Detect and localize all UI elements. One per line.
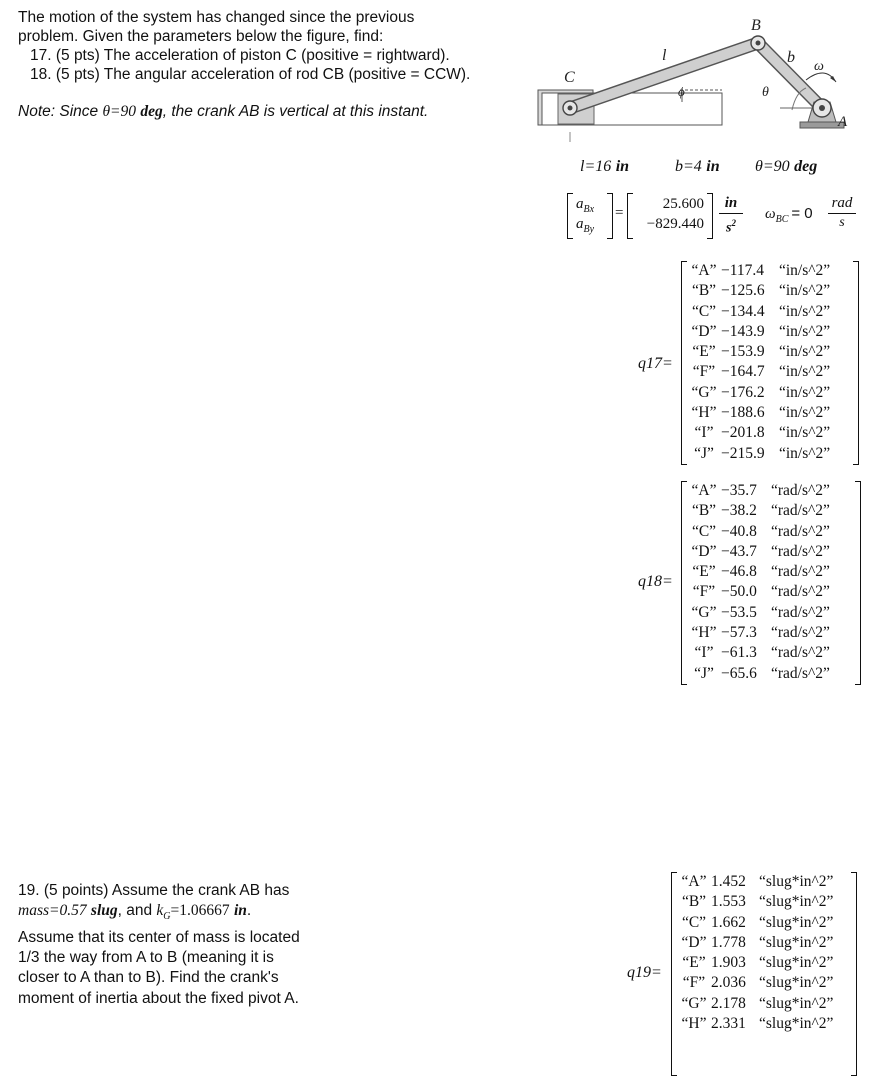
- omega-unit-num: rad: [831, 195, 853, 211]
- q18-row: [687, 623, 830, 643]
- q18-unit: “rad/s^2”: [771, 542, 830, 560]
- q17-unit: “in/s^2”: [779, 282, 831, 300]
- q18-row: [687, 603, 830, 623]
- omega-bc: [765, 205, 813, 225]
- q19-key: “E”: [682, 954, 706, 972]
- q18-val: −43.7: [721, 542, 757, 560]
- q18-val: −46.8: [721, 563, 757, 581]
- label-c: C: [564, 69, 575, 86]
- q17-row: [687, 423, 830, 443]
- q19-label: q19=: [627, 964, 662, 981]
- q17-key: “J”: [694, 444, 714, 462]
- q19-kg: k: [156, 902, 164, 920]
- q17-val: −188.6: [721, 404, 765, 422]
- omega-unit: [828, 194, 856, 231]
- q18-unit: “rad/s^2”: [771, 583, 830, 601]
- q19-unit: “slug*in^2”: [759, 933, 834, 951]
- q19-row: [677, 933, 833, 953]
- param-l-unit: in: [615, 158, 630, 175]
- q18-val: −57.3: [721, 624, 757, 642]
- q17-matrix: [681, 261, 859, 465]
- q19-unit: “slug*in^2”: [759, 994, 834, 1012]
- q18-val: −50.0: [721, 583, 757, 601]
- mechanism-figure: [530, 10, 870, 150]
- accel-bx-value: 25.600: [662, 196, 704, 212]
- q19-mass-unit: slug: [90, 902, 118, 920]
- q17-key: “D”: [691, 322, 717, 340]
- q19-kg-unit: in: [233, 902, 247, 920]
- q17-key: “C”: [691, 302, 717, 320]
- q19-row: [677, 1014, 833, 1034]
- q17-unit: “in/s^2”: [779, 404, 831, 422]
- label-a: A: [838, 114, 848, 130]
- q19-line-3: Assume that its center of mass is located: [18, 928, 300, 946]
- q18-key: “I”: [694, 644, 714, 662]
- q17-unit: “in/s^2”: [779, 444, 831, 462]
- q19-unit: “slug*in^2”: [759, 1015, 834, 1033]
- param-theta: [755, 158, 817, 176]
- q17-row: [687, 362, 830, 382]
- q17-unit: “in/s^2”: [779, 262, 831, 279]
- q17-key: “B”: [691, 282, 717, 300]
- q18-row: [687, 481, 830, 501]
- q18-unit: “rad/s^2”: [771, 482, 830, 499]
- param-b: [675, 158, 720, 176]
- accel-equals: =: [615, 205, 624, 221]
- note-unit: deg: [140, 103, 163, 120]
- q19-unit: “slug*in^2”: [759, 873, 834, 890]
- a-bx: a: [576, 196, 584, 212]
- accel-vector-rhs: [627, 193, 713, 239]
- param-l: [580, 158, 629, 176]
- q18-row: [687, 522, 830, 542]
- q18-val: −40.8: [721, 522, 757, 540]
- q19-key: “D”: [681, 933, 707, 951]
- param-l-value: l=16: [580, 158, 612, 175]
- q18-unit: “rad/s^2”: [771, 664, 830, 682]
- note: [18, 103, 428, 121]
- question-18: 18. (5 pts) The angular acceleration of rod CB (positive = CCW).: [30, 66, 471, 83]
- label-l: l: [662, 47, 667, 64]
- q18-key: “C”: [691, 522, 717, 540]
- q17-key: “I”: [694, 424, 714, 442]
- q17-row: [687, 444, 830, 464]
- q19-row: [677, 872, 833, 892]
- accel-vector-lhs: [567, 193, 613, 239]
- q19-and: , and: [117, 902, 157, 920]
- q18-key: “F”: [692, 583, 716, 601]
- q18-label: q18=: [638, 573, 673, 590]
- q18-row: [687, 542, 830, 562]
- q17-val: −153.9: [721, 343, 765, 361]
- q17-row: [687, 403, 830, 423]
- q19-val: 1.662: [711, 913, 746, 931]
- q19-row: [677, 973, 833, 993]
- q19-unit: “slug*in^2”: [759, 954, 834, 972]
- q18-val: −35.7: [721, 482, 757, 499]
- label-b-point: B: [751, 17, 761, 34]
- q19-val: 2.178: [711, 994, 746, 1012]
- q19-line-6: moment of inertia about the fixed pivot A.: [18, 989, 299, 1007]
- q18-key: “B”: [691, 502, 717, 520]
- intro-line-1: The motion of the system has changed since the previous: [18, 9, 415, 26]
- q19-mass: mass=0.57: [18, 902, 87, 920]
- q17-unit: “in/s^2”: [779, 363, 831, 381]
- note-theta: θ=90: [102, 103, 137, 120]
- label-theta: θ: [762, 85, 769, 100]
- q19-line-4: 1/3 the way from A to B (meaning it is: [18, 948, 274, 966]
- q18-unit: “rad/s^2”: [771, 563, 830, 581]
- a-by: a: [576, 216, 584, 232]
- q17-key: “F”: [692, 363, 716, 381]
- q17-val: −201.8: [721, 424, 765, 442]
- q19-unit: “slug*in^2”: [759, 974, 834, 992]
- accel-unit: [719, 194, 743, 237]
- question-17: 17. (5 pts) The acceleration of piston C (positive = rightward).: [30, 47, 450, 64]
- q19-key: “H”: [681, 1015, 707, 1033]
- q19-kg-sub: G: [163, 911, 171, 923]
- q18-row: [687, 562, 830, 582]
- q17-label: q17=: [638, 355, 673, 372]
- q18-val: −38.2: [721, 502, 757, 520]
- q17-key: “E”: [692, 343, 716, 361]
- label-b: b: [787, 49, 795, 66]
- q17-val: −117.4: [721, 262, 765, 279]
- q19-row: [677, 892, 833, 912]
- q19-key: “C”: [681, 913, 707, 931]
- q18-val: −61.3: [721, 644, 757, 662]
- q18-key: “A”: [691, 482, 717, 499]
- q19-val: 1.452: [711, 873, 746, 890]
- q17-unit: “in/s^2”: [779, 302, 831, 320]
- q18-row: [687, 582, 830, 602]
- a-by-sub: By: [583, 224, 595, 235]
- q17-row: [687, 322, 830, 342]
- q17-val: −143.9: [721, 322, 765, 340]
- problem-intro: [18, 8, 470, 84]
- q17-unit: “in/s^2”: [779, 322, 831, 340]
- q17-val: −164.7: [721, 363, 765, 381]
- q18-key: “E”: [692, 563, 716, 581]
- omega-symbol: ω: [765, 206, 776, 222]
- q17-row: [687, 383, 830, 403]
- q17-key: “G”: [691, 383, 717, 401]
- a-bx-sub: Bx: [583, 204, 595, 215]
- q18-unit: “rad/s^2”: [771, 624, 830, 642]
- q18-key: “G”: [691, 603, 717, 621]
- note-prefix: Note: Since: [18, 103, 103, 120]
- q19-val: 2.036: [711, 974, 746, 992]
- q18-unit: “rad/s^2”: [771, 603, 830, 621]
- q18-val: −53.5: [721, 603, 757, 621]
- q19-key: “A”: [681, 873, 707, 890]
- accel-unit-num: in: [724, 195, 738, 211]
- q18-row: [687, 643, 830, 663]
- q18-unit: “rad/s^2”: [771, 502, 830, 520]
- q17-unit: “in/s^2”: [779, 383, 831, 401]
- q19-val: 1.778: [711, 933, 746, 951]
- omega-unit-den: s: [839, 215, 845, 230]
- q18-key: “H”: [691, 624, 717, 642]
- param-b-value: b=4: [675, 158, 702, 175]
- q17-unit: “in/s^2”: [779, 343, 831, 361]
- omega-sub: BC: [775, 214, 789, 225]
- question-19: [18, 881, 300, 1009]
- q17-row: [687, 281, 830, 301]
- q18-key: “D”: [691, 542, 717, 560]
- q19-key: “B”: [681, 893, 707, 911]
- intro-line-2: problem. Given the parameters below the figure, find:: [18, 28, 384, 45]
- q17-val: −125.6: [721, 282, 765, 300]
- q18-val: −65.6: [721, 664, 757, 682]
- q19-unit: “slug*in^2”: [759, 913, 834, 931]
- param-theta-unit: deg: [794, 158, 818, 175]
- label-omega: ω: [814, 59, 824, 74]
- accel-unit-exp: 2: [731, 218, 736, 228]
- q18-unit: “rad/s^2”: [771, 522, 830, 540]
- q19-line-2: mass=0.57 slug, and $k_G=1.06667$ in.: [18, 902, 252, 923]
- q17-val: −215.9: [721, 444, 765, 462]
- q19-line-1: 19. (5 points) Assume the crank AB has: [18, 882, 290, 899]
- q18-row: [687, 664, 830, 684]
- q19-row: [677, 994, 833, 1014]
- q17-key: “A”: [691, 262, 717, 279]
- q19-key: “G”: [681, 994, 707, 1012]
- accel-by-value: −829.440: [646, 216, 704, 232]
- q18-matrix: [681, 481, 861, 685]
- label-phi: ϕ: [678, 84, 685, 99]
- q17-val: −176.2: [721, 383, 765, 401]
- param-theta-value: θ=90: [755, 158, 790, 175]
- q18-key: “J”: [694, 664, 714, 682]
- q19-val: 1.903: [711, 954, 746, 972]
- q17-val: −134.4: [721, 302, 765, 320]
- q19-row: [677, 953, 833, 973]
- q19-line-5: closer to A than to B). Find the crank's: [18, 969, 279, 987]
- q17-key: “H”: [691, 404, 717, 422]
- q19-val: 2.331: [711, 1015, 746, 1033]
- note-suffix: , the crank AB is vertical at this instant.: [162, 103, 429, 120]
- q18-row: [687, 501, 830, 521]
- param-b-unit: in: [706, 158, 720, 175]
- q17-row: [687, 342, 830, 362]
- q17-unit: “in/s^2”: [779, 424, 831, 442]
- q17-row: [687, 302, 830, 322]
- q19-kg-value: =1.06667: [170, 902, 230, 920]
- omega-value: = 0: [791, 205, 813, 222]
- q19-key: “F”: [682, 974, 706, 992]
- q17-row: [687, 261, 830, 281]
- q19-val: 1.553: [711, 893, 746, 911]
- q18-unit: “rad/s^2”: [771, 644, 830, 662]
- q19-unit: “slug*in^2”: [759, 893, 834, 911]
- q19-matrix: [671, 872, 857, 1076]
- accel-unit-den: s: [726, 220, 732, 236]
- q19-row: [677, 913, 833, 933]
